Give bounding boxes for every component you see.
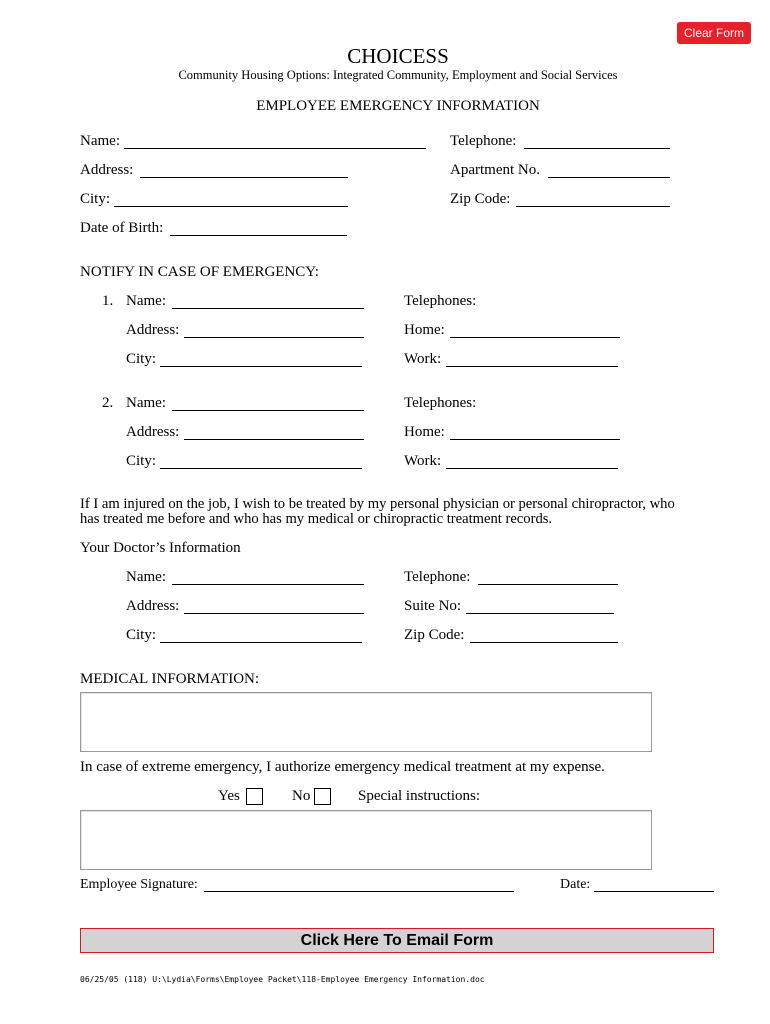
- contact-1-address-field[interactable]: [184, 337, 364, 338]
- employee-apartment-label: Apartment No.: [450, 162, 540, 178]
- employee-zip-label: Zip Code:: [450, 191, 511, 207]
- contact-2-number: 2.: [102, 395, 114, 411]
- contact-2-work-label: Work:: [404, 453, 442, 469]
- contact-2-home-field[interactable]: [450, 439, 620, 440]
- doctor-suite-label: Suite No:: [404, 598, 462, 614]
- contact-2-work-field[interactable]: [446, 468, 618, 469]
- doctor-telephone-field[interactable]: [478, 584, 618, 585]
- email-form-button[interactable]: Click Here To Email Form: [80, 928, 714, 953]
- contact-2-name-field[interactable]: [172, 410, 364, 411]
- doctor-city-label: City:: [126, 627, 157, 643]
- doctor-name-field[interactable]: [172, 584, 364, 585]
- signature-field[interactable]: [204, 891, 514, 892]
- document-footer: 06/25/05 (118) U:\Lydia\Forms\Employee Packet\118-Employee Emergency Information.doc: [80, 975, 485, 984]
- yes-label: Yes: [218, 788, 240, 804]
- doctor-heading: Your Doctor’s Information: [80, 540, 241, 556]
- employee-zip-field[interactable]: [516, 206, 670, 207]
- contact-2-address-label: Address:: [126, 424, 180, 440]
- employee-telephone-field[interactable]: [524, 148, 670, 149]
- employee-city-field[interactable]: [114, 206, 348, 207]
- contact-2-city-field[interactable]: [160, 468, 362, 469]
- injury-statement-line-1: If I am injured on the job, I wish to be treated by my personal physician or personal chiropractor, who: [80, 496, 675, 512]
- doctor-address-field[interactable]: [184, 613, 364, 614]
- contact-1-work-label: Work:: [404, 351, 442, 367]
- employee-telephone-label: Telephone:: [450, 133, 517, 149]
- employee-dob-label: Date of Birth:: [80, 220, 164, 236]
- injury-statement-line-2: has treated me before and who has my medical or chiropractic treatment records.: [80, 511, 553, 527]
- date-field[interactable]: [594, 891, 714, 892]
- contact-1-work-field[interactable]: [446, 366, 618, 367]
- doctor-suite-field[interactable]: [466, 613, 614, 614]
- no-checkbox[interactable]: [314, 788, 331, 805]
- doctor-address-label: Address:: [126, 598, 180, 614]
- contact-2-telephones-label: Telephones:: [404, 395, 477, 411]
- organization-subtitle: Community Housing Options: Integrated Community, Employment and Social Services: [178, 68, 618, 82]
- form-title: EMPLOYEE EMERGENCY INFORMATION: [256, 98, 540, 114]
- medical-heading: MEDICAL INFORMATION:: [80, 671, 260, 687]
- doctor-zip-field[interactable]: [470, 642, 618, 643]
- yes-checkbox[interactable]: [246, 788, 263, 805]
- employee-address-field[interactable]: [140, 177, 348, 178]
- employee-name-label: Name:: [80, 133, 120, 149]
- contact-1-number: 1.: [102, 293, 114, 309]
- clear-form-button[interactable]: Clear Form: [677, 22, 751, 44]
- special-instructions-label: Special instructions:: [358, 788, 481, 804]
- no-label: No: [292, 788, 311, 804]
- date-label: Date:: [560, 877, 591, 892]
- contact-2-home-label: Home:: [404, 424, 445, 440]
- authorize-statement: In case of extreme emergency, I authorize emergency medical treatment at my expense.: [80, 759, 605, 775]
- doctor-city-field[interactable]: [160, 642, 362, 643]
- doctor-zip-label: Zip Code:: [404, 627, 465, 643]
- employee-address-label: Address:: [80, 162, 134, 178]
- contact-1-home-label: Home:: [404, 322, 445, 338]
- employee-dob-field[interactable]: [170, 235, 347, 236]
- employee-city-label: City:: [80, 191, 111, 207]
- doctor-telephone-label: Telephone:: [404, 569, 471, 585]
- contact-1-home-field[interactable]: [450, 337, 620, 338]
- signature-label: Employee Signature:: [80, 877, 198, 892]
- contact-1-city-field[interactable]: [160, 366, 362, 367]
- contact-1-name-field[interactable]: [172, 308, 364, 309]
- contact-1-address-label: Address:: [126, 322, 180, 338]
- contact-2-address-field[interactable]: [184, 439, 364, 440]
- employee-apartment-field[interactable]: [548, 177, 670, 178]
- contact-1-city-label: City:: [126, 351, 157, 367]
- contact-2-city-label: City:: [126, 453, 157, 469]
- special-instructions-textarea[interactable]: [80, 810, 652, 870]
- contact-1-telephones-label: Telephones:: [404, 293, 477, 309]
- employee-name-field[interactable]: [124, 148, 426, 149]
- form-organization-title: CHOICESS: [347, 44, 449, 68]
- contact-1-name-label: Name:: [126, 293, 166, 309]
- emergency-heading: NOTIFY IN CASE OF EMERGENCY:: [80, 264, 319, 280]
- doctor-name-label: Name:: [126, 569, 166, 585]
- medical-information-textarea[interactable]: [80, 692, 652, 752]
- contact-2-name-label: Name:: [126, 395, 166, 411]
